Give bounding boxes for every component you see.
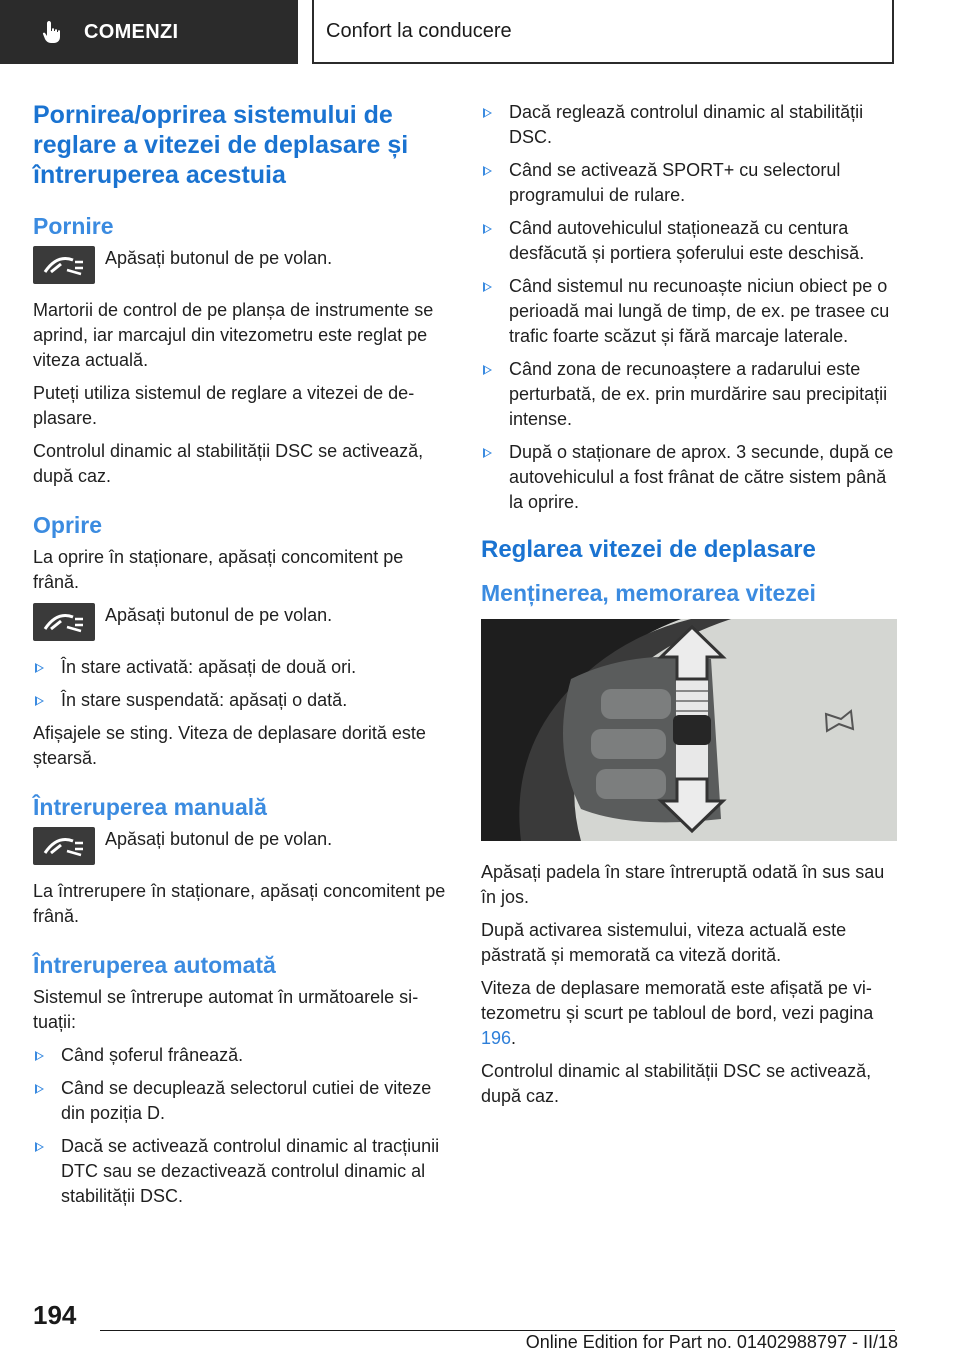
triangle-bullet-icon	[35, 1051, 44, 1061]
section-tab-comenzi[interactable]	[0, 0, 298, 64]
paragraph: Afișajele se sting. Viteza de deplasare dorită este ștearsă.	[33, 723, 426, 768]
triangle-bullet-icon	[35, 1142, 44, 1152]
page-header	[0, 0, 960, 66]
heading-pornire: Pornire	[33, 213, 114, 239]
bullet-list	[481, 100, 897, 515]
footer-divider	[100, 1330, 895, 1331]
paragraph: După activarea sistemului, viteza actuală este păstrată și memorată ca viteză dorită.	[481, 920, 847, 965]
instruction-text: Apăsați butonul de pe volan.	[105, 605, 333, 625]
main-heading: Pornirea/oprirea sistemului de reglare a vitezei de deplasare și întreruperea acestuia	[33, 101, 409, 189]
paragraph: La întrerupere în staționare, apăsați concomitent pe frână.	[33, 881, 446, 926]
tab-label: COMENZI	[84, 20, 179, 43]
instruction-manuala	[33, 827, 447, 865]
triangle-bullet-icon	[483, 282, 492, 292]
list-item: Când sistemul nu recunoaște niciun obiect pe o perioadă mai lungă de timp, de ex. pe trasee cu trafic foarte scăzut și fără marcaje laterale.	[481, 274, 897, 349]
page-number: 194	[33, 1300, 77, 1330]
list-item: Când zona de recunoaștere a radarului este perturbată, de ex. prin murdărire sau precipitații intense.	[481, 357, 897, 432]
section-title-tab	[312, 0, 894, 64]
paragraph: Viteza de deplasare memorată este afișată pe vitezometru și scurt pe tabloul de bord, vezi pagina 196.	[481, 978, 874, 1048]
paragraph: Puteți utiliza sistemul de reglare a vitezei de deplasare.	[33, 383, 415, 428]
triangle-bullet-icon	[483, 448, 492, 458]
list-item: În stare suspendată: apăsați o dată.	[33, 688, 447, 713]
heading-automata: Întreruperea automată	[33, 952, 276, 978]
triangle-bullet-icon	[483, 365, 492, 375]
cruise-control-button-icon	[33, 246, 95, 284]
list-item: În stare activată: apăsați de două ori.	[33, 655, 447, 680]
instruction-oprire	[33, 603, 447, 641]
paragraph: Apăsați padela în stare întreruptă odată în sus sau în jos.	[481, 862, 885, 907]
paragraph: Sistemul se întrerupe automat în următoarele situații:	[33, 987, 419, 1032]
heading-manuala: Întreruperea manuală	[33, 794, 267, 820]
list-item: Când se activează SPORT+ cu selectorul programului de rulare.	[481, 158, 897, 208]
triangle-bullet-icon	[483, 108, 492, 118]
paragraph: Controlul dinamic al stabilității DSC se activează, după caz.	[33, 441, 424, 486]
list-item: Dacă se activează controlul dinamic al tracțiunii DTC sau se dezactivează controlul dinamic al stabilității DSC.	[33, 1134, 447, 1209]
triangle-bullet-icon	[35, 663, 44, 673]
instruction-text: Apăsați butonul de pe volan.	[105, 248, 333, 268]
triangle-bullet-icon	[483, 166, 492, 176]
list-item: Când șoferul frânează.	[33, 1043, 447, 1068]
triangle-bullet-icon	[35, 696, 44, 706]
triangle-bullet-icon	[483, 224, 492, 234]
triangle-bullet-icon	[35, 1084, 44, 1094]
hand-pointer-icon	[40, 19, 66, 45]
bullet-list	[33, 1043, 447, 1209]
list-item: Când se decuplează selectorul cutiei de viteze din poziția D.	[33, 1076, 447, 1126]
list-item: Când autovehiculul staționează cu centura desfăcută și portiera șoferului este deschisă.	[481, 216, 897, 266]
list-item: După o staționare de aprox. 3 secunde, după ce autovehiculul a fost frânat de către sistem până la oprire.	[481, 440, 897, 515]
section-heading: Reglarea vitezei de deplasare	[481, 536, 816, 563]
instruction-pornire	[33, 246, 447, 284]
paragraph: La oprire în staționare, apăsați concomitent pe frână.	[33, 547, 404, 592]
heading-oprire: Oprire	[33, 512, 103, 538]
instruction-text: Apăsați butonul de pe volan.	[105, 829, 333, 849]
paragraph: Controlul dinamic al stabilității DSC se activează, după caz.	[481, 1061, 872, 1106]
steering-wheel-photo	[481, 619, 897, 841]
page-link[interactable]: 196	[481, 1028, 512, 1048]
left-column	[33, 100, 447, 1217]
subheading: Menținerea, memorarea vitezei	[481, 580, 816, 606]
right-column	[481, 100, 897, 1117]
list-item: Dacă reglează controlul dinamic al stabilității DSC.	[481, 100, 897, 150]
bullet-list	[33, 655, 447, 713]
edition-text: Online Edition for Part no. 01402988797 - II/18	[525, 1332, 898, 1352]
section-title: Confort la conducere	[326, 19, 512, 42]
cruise-control-button-icon	[33, 603, 95, 641]
cruise-control-button-icon	[33, 827, 95, 865]
paragraph: Martorii de control de pe planșa de instrumente se aprind, iar marcajul din vitezometru este reglat pe viteza actuală.	[33, 300, 434, 370]
page-footer	[0, 1290, 960, 1362]
